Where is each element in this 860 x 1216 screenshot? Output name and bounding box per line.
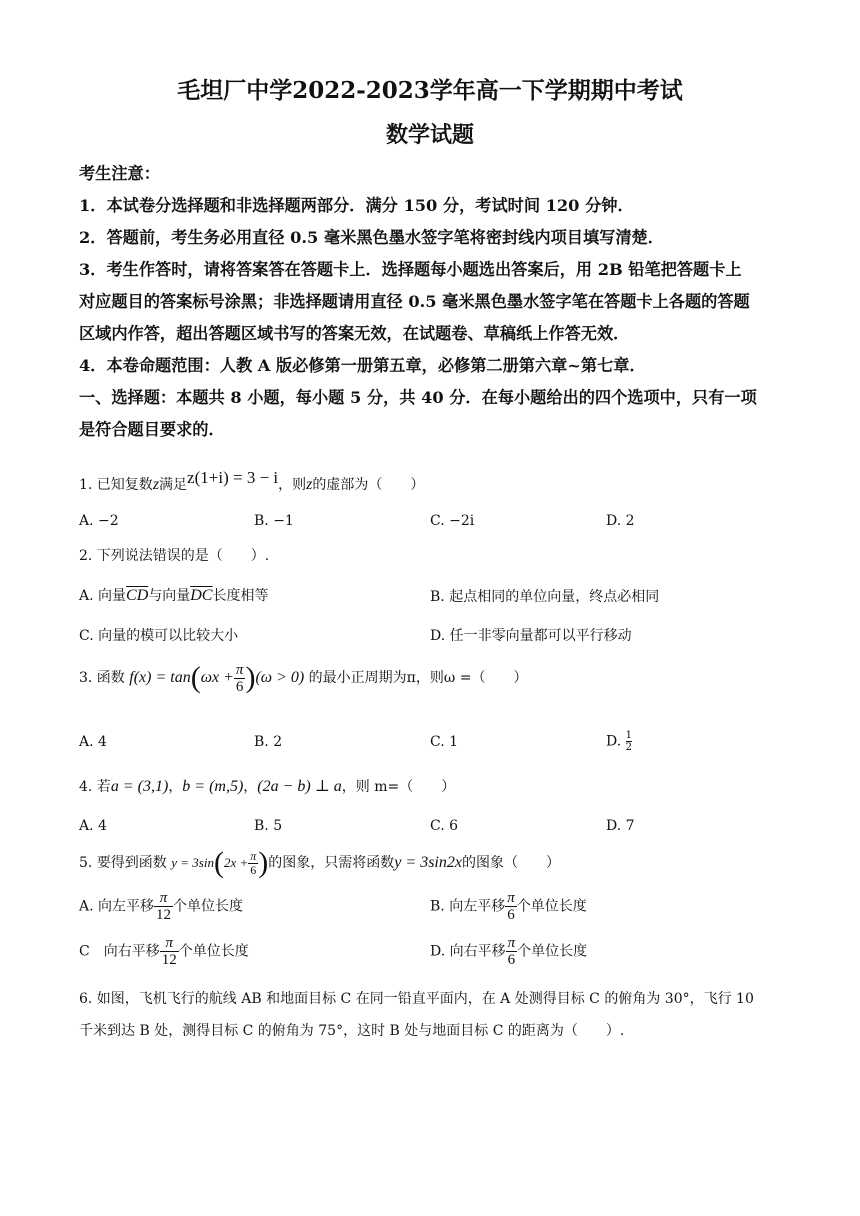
exam-title: 毛坦厂中学2022-2023学年高一下学期期中考试	[177, 77, 683, 104]
notice-line-4: 4．本卷命题范围：人教 A 版必修第一册第五章，必修第二册第六章~第七章．	[79, 356, 646, 375]
q4-vector-b: b = (m,5)	[182, 778, 244, 795]
q3-option-c: C. 1	[430, 734, 459, 750]
q3-option-a: A. 4	[79, 734, 107, 750]
q5-option-b: B. 向左平移 $\frac{\pi}{6}$ 个单位长度	[430, 890, 587, 923]
q5-option-c: C 向右平移 $\frac{\pi}{12}$ 个单位长度	[79, 935, 249, 968]
question-3: 3. 函数 f(x) = tan(ωx + $\frac{\pi}{6}$ )(ω > 0) 的最小正周期为π，则ω =（ ）	[79, 661, 528, 695]
notice-block	[79, 158, 789, 446]
q5-option-a: A. 向左平移 $\frac{\pi}{12}$ 个单位长度	[79, 890, 244, 923]
notice-line-1: 1．本试卷分选择题和非选择题两部分．满分 150 分，考试时间 120 分钟．	[79, 196, 634, 215]
notice-line-3a: 3．考生作答时，请将答案答在答题卡上．选择题每小题选出答案后，用 2B 铅笔把答题卡上	[79, 260, 742, 279]
q4-relation: (2a − b) ⊥ a	[257, 778, 342, 795]
q4-option-b: B. 5	[254, 818, 283, 834]
question-2: 2. 下列说法错误的是（ ）.	[79, 548, 270, 564]
q3-option-b: B. 2	[254, 734, 283, 750]
q2-option-d: D. 任一非零向量都可以平行移动	[430, 628, 632, 644]
q4-vector-a: a = (3,1)	[110, 778, 169, 795]
question-1: 1. 已知复数z满足z(1+i) = 3 − i，则z的虚部为（ ）	[79, 468, 425, 493]
q2-option-a: A. 向量$\overline{CD}$与向量$\overline{DC}$长度相等	[79, 587, 269, 604]
question-6-line-1: 6. 如图，飞机飞行的航线 AB 和地面目标 C 在同一铅直平面内，在 A 处测得目标 C 的俯角为 30°，飞行 10	[79, 991, 754, 1007]
q5-option-d: D. 向右平移 $\frac{\pi}{6}$ 个单位长度	[430, 935, 588, 968]
q1-option-d: D. 2	[606, 513, 635, 529]
q2-option-c: C. 向量的模可以比较大小	[79, 628, 239, 644]
notice-line-3c: 区域内作答，超出答题区域书写的答案无效，在试题卷、草稿纸上作答无效．	[79, 324, 630, 343]
question-5: 5. 要得到函数 y = 3sin(2x + $\frac{\pi}{6}$ )的图象，只需将函数y = 3sin2x的图象（ ）	[79, 846, 560, 879]
question-6-line-2: 千米到达 B 处，测得目标 C 的俯角为 75°，这时 B 处与地面目标 C 的距离为（ ）.	[79, 1023, 625, 1039]
q2-option-b: B. 起点相同的单位向量，终点必相同	[430, 589, 660, 605]
q4-option-d: D. 7	[606, 818, 635, 834]
q1-formula: z(1+i) = 3 − i	[187, 468, 279, 487]
question-4: 4. 若a = (3,1)，b = (m,5)，(2a − b) ⊥ a，则 m=（ ）	[79, 778, 456, 795]
exam-subtitle: 数学试题	[385, 122, 474, 148]
q3-option-d: D. $\frac{1}{2}$	[606, 730, 633, 753]
notice-line-3b: 对应题目的答案标号涂黑；非选择题请用直径 0.5 毫米黑色墨水签字笔在答题卡上各题的答题	[79, 292, 750, 311]
q4-option-c: C. 6	[430, 818, 459, 834]
section-heading-line-a: 一、选择题：本题共 8 小题，每小题 5 分，共 40 分．在每小题给出的四个选项中，只有一项	[79, 388, 757, 407]
q1-option-b: B. −1	[254, 513, 294, 529]
notice-line-2: 2．答题前，考生务必用直径 0.5 毫米黑色墨水签字笔将密封线内项目填写清楚．	[79, 228, 664, 247]
q1-option-c: C. −2i	[430, 513, 475, 529]
q1-option-a: A. −2	[79, 513, 119, 529]
q4-option-a: A. 4	[79, 818, 107, 834]
section-heading-line-b: 是符合题目要求的．	[79, 420, 225, 439]
notice-heading: 考生注意：	[79, 164, 160, 183]
